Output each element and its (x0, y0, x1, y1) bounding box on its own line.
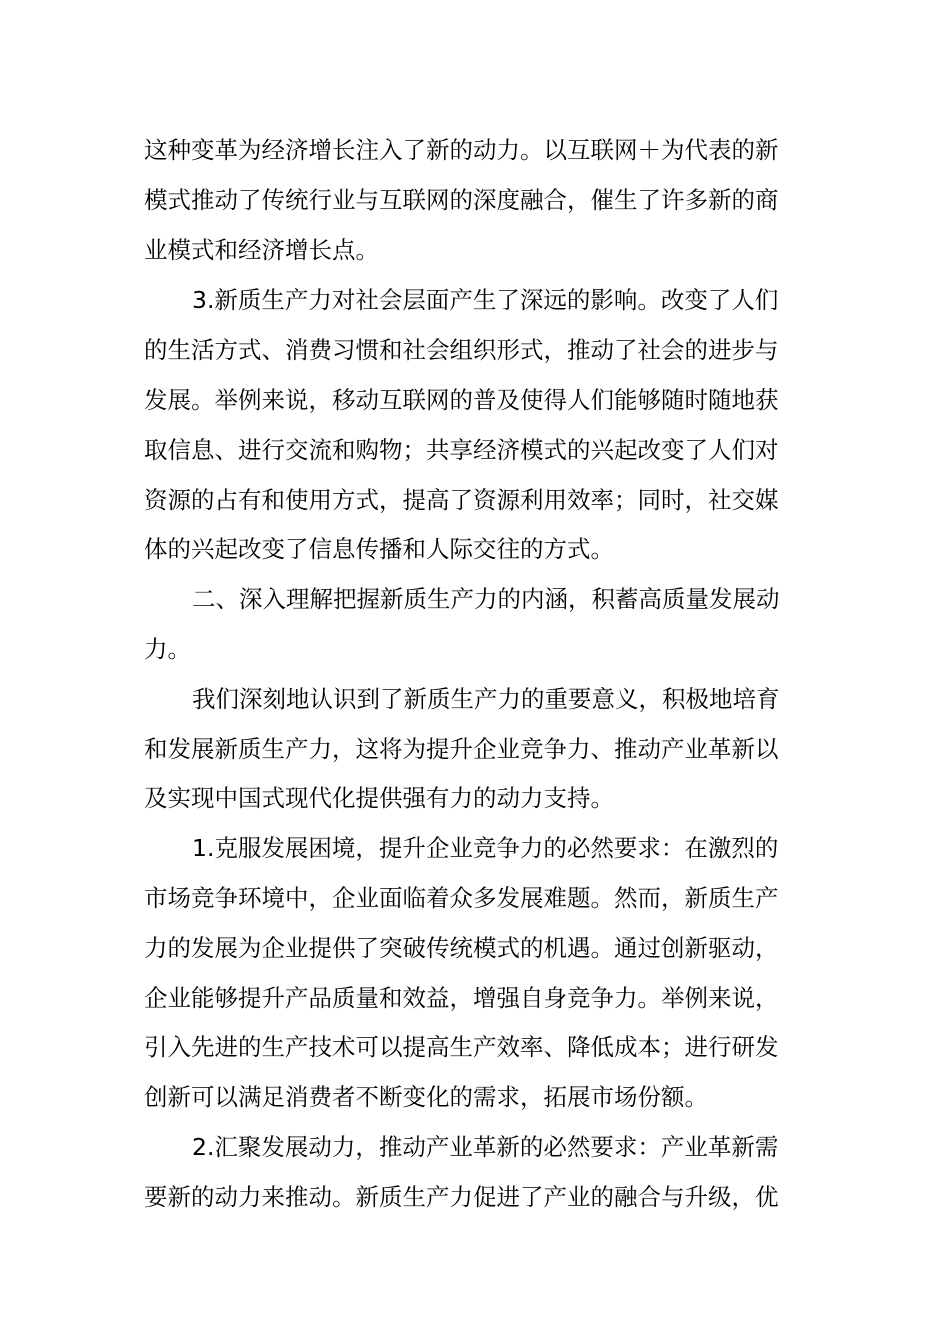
text-line: 我们深刻地认识到了新质生产力的重要意义，积极地培育 (192, 685, 780, 713)
text-line: 这种变革为经济增长注入了新的动力。以互联网＋为代表的新 (144, 136, 779, 164)
text-line: 要新的动力来推动。新质生产力促进了产业的融合与升级，优 (144, 1183, 779, 1211)
text-line: 取信息、进行交流和购物；共享经济模式的兴起改变了人们对 (144, 436, 779, 464)
text-line: 体的兴起改变了信息传播和人际交往的方式。 (144, 535, 614, 563)
text-line: 创新可以满足消费者不断变化的需求，拓展市场份额。 (144, 1083, 708, 1111)
text-line: 2.汇聚发展动力，推动产业革新的必然要求：产业革新需 (192, 1133, 779, 1161)
text-line: 引入先进的生产技术可以提高生产效率、降低成本；进行研发 (144, 1033, 779, 1061)
section-heading: 力。 (144, 635, 191, 663)
text-line: 业模式和经济增长点。 (144, 236, 379, 264)
text-line: 1.克服发展困境，提升企业竞争力的必然要求：在激烈的 (192, 834, 779, 862)
text-line: 3.新质生产力对社会层面产生了深远的影响。改变了人们 (192, 286, 779, 314)
text-line: 资源的占有和使用方式，提高了资源利用效率；同时，社交媒 (144, 486, 779, 514)
text-line: 企业能够提升产品质量和效益，增强自身竞争力。举例来说， (144, 984, 779, 1012)
text-line: 和发展新质生产力，这将为提升企业竞争力、推动产业革新以 (144, 735, 779, 763)
text-line: 及实现中国式现代化提供强有力的动力支持。 (144, 784, 614, 812)
text-line: 模式推动了传统行业与互联网的深度融合，催生了许多新的商 (144, 186, 779, 214)
text-line: 力的发展为企业提供了突破传统模式的机遇。通过创新驱动， (144, 934, 779, 962)
section-heading: 二、深入理解把握新质生产力的内涵，积蓄高质量发展动 (192, 585, 780, 613)
text-line: 市场竞争环境中，企业面临着众多发展难题。然而，新质生产 (144, 884, 779, 912)
text-line: 发展。举例来说，移动互联网的普及使得人们能够随时随地获 (144, 386, 779, 414)
text-line: 的生活方式、消费习惯和社会组织形式，推动了社会的进步与 (144, 336, 779, 364)
